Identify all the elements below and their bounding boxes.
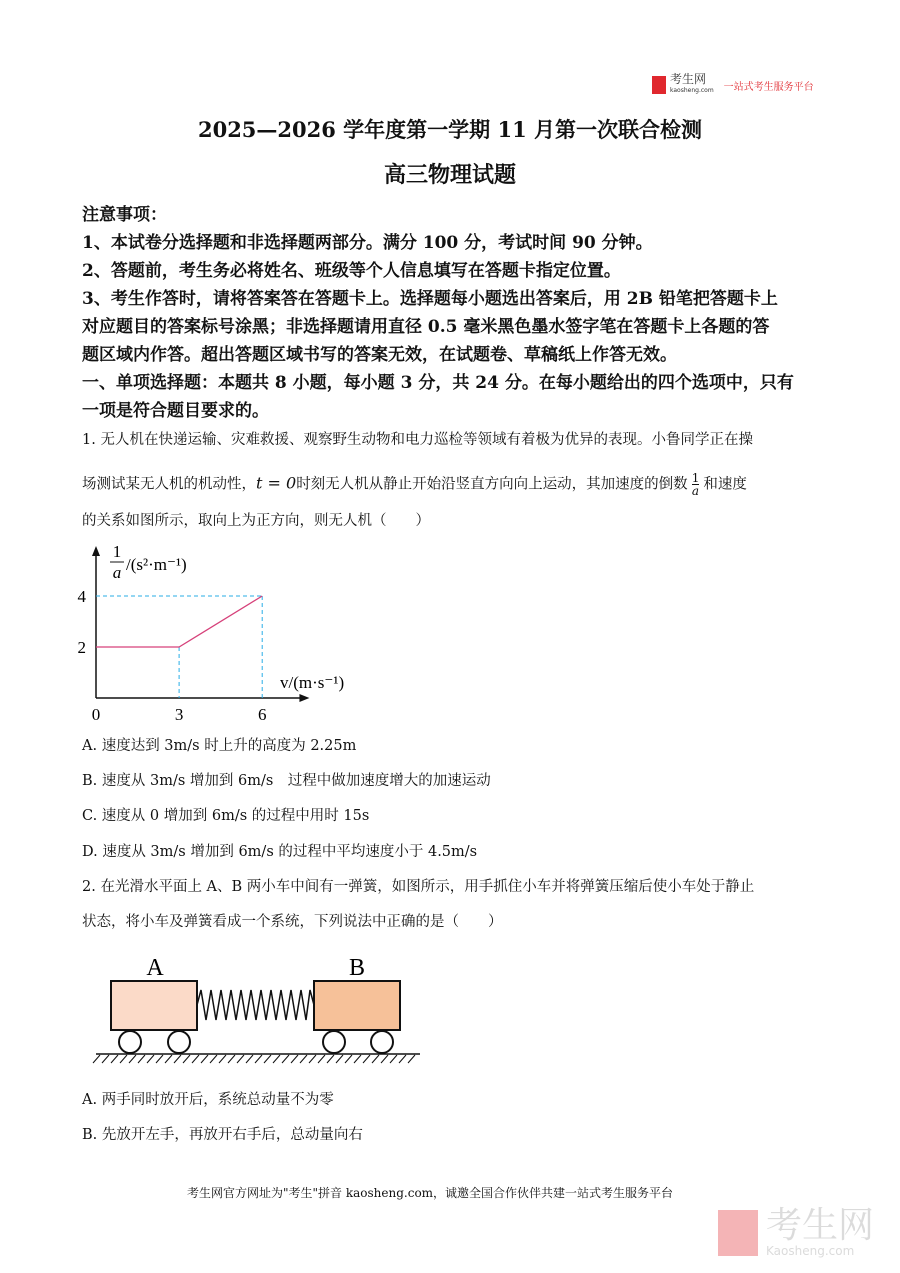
exam-title: 2025—2026 学年度第一学期 11 月第一次联合检测 — [197, 117, 703, 142]
q2-option-a: A. 两手同时放开后，系统总动量不为零 — [82, 1092, 334, 1108]
y-label-unit: /(s²·m⁻¹) — [126, 555, 187, 574]
hatch-mark — [201, 1055, 208, 1063]
y-tick-label: 4 — [77, 587, 86, 606]
spring — [197, 990, 314, 1020]
hatch-mark — [156, 1055, 163, 1063]
x-tick-label: 0 — [91, 705, 101, 724]
hatch-mark — [219, 1055, 226, 1063]
note-item: 3、考生作答时，请将答案答在答题卡上。选择题每小题选出答案后，用 2B 铅笔把答题卡上 — [82, 289, 778, 309]
data-line — [96, 596, 262, 647]
note-item: 题区域内作答。超出答题区域书写的答案无效，在试题卷、草稿纸上作答无效。 — [82, 345, 677, 365]
hatch-mark — [318, 1055, 325, 1063]
q1-text-line3: 的关系如图所示，取向上为正方向，则无人机（ ） — [82, 513, 430, 529]
q1-option-d: D. 速度从 3m/s 增加到 6m/s 的过程中平均速度小于 4.5m/s — [82, 844, 478, 860]
hatch-mark — [246, 1055, 253, 1063]
section-heading: 一、单项选择题：本题共 8 小题，每小题 3 分，共 24 分。在每小题给出的四个选项中，只有 — [82, 373, 794, 393]
notes-heading: 注意事项： — [82, 205, 167, 225]
hatch-mark — [381, 1055, 388, 1063]
hatch-mark — [165, 1055, 172, 1063]
logo-domain: kaosheng.com — [670, 87, 714, 94]
hatch-mark — [363, 1055, 370, 1063]
hatch-mark — [138, 1055, 145, 1063]
slogan: 一站式考生服务平台 — [723, 81, 814, 93]
footer-text: 考生网官方网址为"考生"拼音 kaosheng.com，诚邀全国合作伙伴共建一站式考生服务平台 — [187, 1186, 674, 1200]
exam-subtitle: 高三物理试题 — [383, 162, 516, 188]
header-logo — [652, 74, 814, 96]
hatch-mark — [327, 1055, 334, 1063]
q1-option-b: B. 速度从 3m/s 增加到 6m/s 过程中做加速度增大的加速运动 — [82, 773, 491, 789]
note-item: 对应题目的答案标号涂黑；非选择题请用直径 0.5 毫米黑色墨水签字笔在答题卡上各题的答 — [82, 317, 770, 337]
x-tick-label: 3 — [174, 705, 184, 724]
x-axis-label: v/(m·s⁻¹) — [280, 673, 345, 692]
inverse-a-fraction: $\frac{1}{a}$ — [691, 471, 700, 498]
hatch-mark — [192, 1055, 199, 1063]
watermark: 考生网 Kaosheng.com — [718, 1208, 874, 1258]
q2-text-line2: 状态，将小车及弹簧看成一个系统，下列说法中正确的是（ ） — [82, 914, 503, 930]
wheel — [371, 1031, 393, 1053]
hatch-mark — [147, 1055, 154, 1063]
hatch-mark — [255, 1055, 262, 1063]
hatch-mark — [237, 1055, 244, 1063]
hatch-mark — [336, 1055, 343, 1063]
hatch-mark — [354, 1055, 361, 1063]
q1-option-c: C. 速度从 0 增加到 6m/s 的过程中用时 15s — [82, 808, 370, 824]
hatch-mark — [291, 1055, 298, 1063]
q1-text: 1. 无人机在快递运输、灾难救援、观察野生动物和电力巡检等领域有着极为优异的表现。小鲁同学正在操 — [82, 432, 753, 448]
note-item: 1、本试卷分选择题和非选择题两部分。满分 100 分，考试时间 90 分钟。 — [82, 233, 653, 253]
cart-b-label: B — [348, 955, 366, 981]
wheel — [168, 1031, 190, 1053]
hatch-mark — [102, 1055, 109, 1063]
y-tick-label: 2 — [77, 638, 86, 657]
section-heading-cont: 一项是符合题目要求的。 — [82, 401, 269, 421]
hatch-mark — [282, 1055, 289, 1063]
hatch-mark — [228, 1055, 235, 1063]
q2-option-b: B. 先放开左手，再放开右手后，总动量向右 — [82, 1127, 363, 1143]
hatch-mark — [93, 1055, 100, 1063]
q1-option-a: A. 速度达到 3m/s 时上升的高度为 2.25m — [82, 738, 357, 754]
t0-formula: t = 0 — [256, 473, 297, 493]
hatch-mark — [372, 1055, 379, 1063]
watermark-logo-icon — [718, 1210, 758, 1256]
logo-text: 考生网 — [670, 72, 707, 86]
cart-a — [111, 981, 197, 1030]
hatch-mark — [129, 1055, 136, 1063]
cart-b — [314, 981, 400, 1030]
cart-a-label: A — [146, 955, 164, 981]
hatch-mark — [300, 1055, 307, 1063]
hatch-mark — [399, 1055, 406, 1063]
hatch-mark — [408, 1055, 415, 1063]
hatch-mark — [390, 1055, 397, 1063]
hatch-mark — [264, 1055, 271, 1063]
hatch-mark — [273, 1055, 280, 1063]
hatch-mark — [309, 1055, 316, 1063]
inverse-acceleration-velocity-chart — [70, 540, 370, 730]
hatch-mark — [120, 1055, 127, 1063]
carts-spring-diagram — [80, 950, 430, 1065]
wheel — [323, 1031, 345, 1053]
q1-text-line2: 场测试某无人机的机动性，t = 0时刻无人机从静止开始沿竖直方向向上运动，其加速度的倒数 $\frac{1}{a}$ 和速度 — [82, 471, 747, 498]
x-tick-label: 6 — [257, 705, 267, 724]
hatch-mark — [174, 1055, 181, 1063]
ground-hatching — [93, 1055, 415, 1063]
note-item: 2、答题前，考生务必将姓名、班级等个人信息填写在答题卡指定位置。 — [82, 261, 621, 281]
q2-text: 2. 在光滑水平面上 A、B 两小车中间有一弹簧，如图所示，用手抓住小车并将弹簧压缩后使小车处于静止 — [82, 879, 755, 895]
y-label-denominator: a — [112, 563, 122, 582]
logo-icon — [652, 76, 666, 94]
hatch-mark — [345, 1055, 352, 1063]
y-axis-arrow — [92, 546, 100, 556]
hatch-mark — [111, 1055, 118, 1063]
hatch-mark — [183, 1055, 190, 1063]
x-axis-arrow — [299, 694, 309, 702]
wheel — [119, 1031, 141, 1053]
y-label-numerator: 1 — [112, 542, 122, 561]
hatch-mark — [210, 1055, 217, 1063]
